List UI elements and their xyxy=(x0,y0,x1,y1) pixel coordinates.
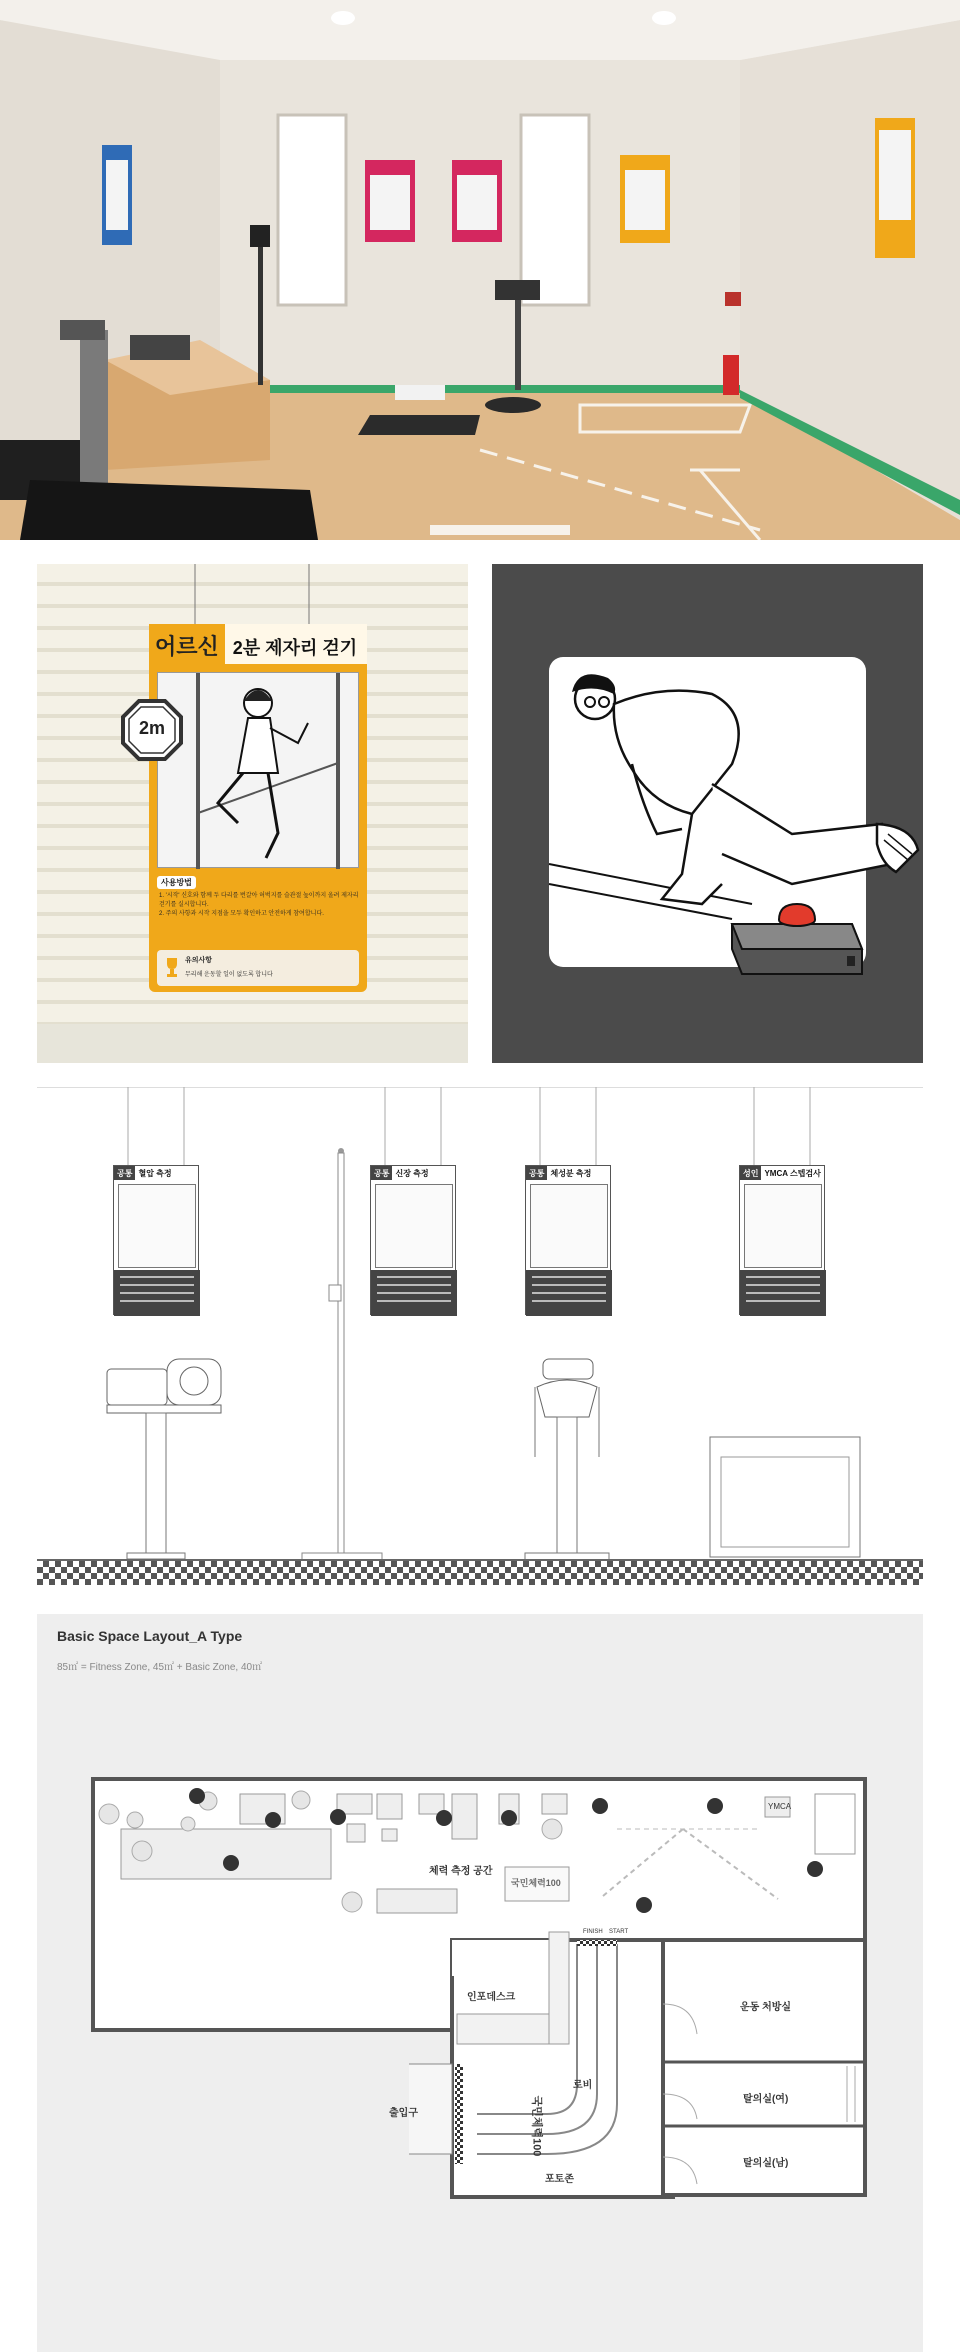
caution-text: 무리해 운동할 일이 없도록 합니다 xyxy=(185,972,273,978)
walking-illustration xyxy=(157,672,359,868)
usage-text xyxy=(159,892,359,919)
track-finish: FINISH xyxy=(583,1929,603,1935)
sign-blood-pressure xyxy=(113,1165,199,1315)
sign-category: 공통 xyxy=(526,1166,547,1180)
lobby-floor-logo: 국민체력100 xyxy=(530,2095,543,2157)
sign-footer xyxy=(114,1270,200,1316)
sign-ymca-step xyxy=(739,1165,825,1315)
distance-badge-label: 2m xyxy=(138,718,165,738)
trophy-icon xyxy=(165,958,179,978)
plan-title: Basic Space Layout_A Type xyxy=(57,1628,243,1644)
track-start: START xyxy=(609,1929,629,1935)
sign-title: 2분 제자리 걷기 xyxy=(225,624,367,664)
center-floor-logo: 국민체력100 xyxy=(511,1878,561,1888)
floor-plan xyxy=(37,1614,923,2352)
sign-title: YMCA 스텝검사 xyxy=(764,1169,821,1178)
sign-closeup-photo xyxy=(37,564,468,1063)
distance-badge xyxy=(121,699,183,761)
sign-category: 공통 xyxy=(114,1166,135,1180)
sign-footer xyxy=(371,1270,457,1316)
elderly-walking-sign xyxy=(149,624,367,992)
sign-category: 공통 xyxy=(371,1166,392,1180)
sign-illustration xyxy=(118,1184,196,1268)
sign-category: 성인 xyxy=(740,1166,761,1180)
room-photo xyxy=(0,0,960,540)
ymca-mark: YMCA xyxy=(768,1802,792,1811)
sign-title: 신장 측정 xyxy=(395,1169,429,1178)
sign-title: 체성분 측정 xyxy=(550,1169,592,1178)
equipment-elevation-drawing xyxy=(37,1087,923,1590)
sign-footer xyxy=(526,1270,612,1316)
usage-line-2: 2. 주의 사항과 시작 지점을 모두 확인하고 안전하게 참여합니다. xyxy=(159,911,324,917)
room-changing-female: 탈의실(여) xyxy=(743,2094,789,2105)
sign-illustration xyxy=(375,1184,453,1268)
room-photo-zone: 포토존 xyxy=(545,2174,574,2185)
room-info-desk: 인포데스크 xyxy=(467,1992,516,2003)
caution-title: 유의사항 xyxy=(185,957,213,964)
room-measure: 체력 측정 공간 xyxy=(429,1866,493,1877)
room-entrance: 출입구 xyxy=(389,2108,418,2119)
sign-title: 혈압 측정 xyxy=(138,1169,172,1178)
reaction-test-illustration xyxy=(492,564,923,1063)
sign-footer xyxy=(740,1270,826,1316)
caution-box xyxy=(157,950,359,986)
usage-line-1: 1. '시작' 신호와 함께 두 다리를 번갈아 허벅지를 슬관절 높이까지 올려 제자리 걷기를 실시합니다. xyxy=(159,893,359,908)
room-changing-male: 탈의실(남) xyxy=(743,2158,789,2169)
sign-illustration xyxy=(530,1184,608,1268)
sign-category: 어르신 xyxy=(149,624,225,664)
room-lobby: 로비 xyxy=(573,2080,593,2091)
sign-illustration xyxy=(744,1184,822,1268)
sign-height xyxy=(370,1165,456,1315)
plan-subtitle: 85㎡ = Fitness Zone, 45㎡ + Basic Zone, 40㎡ xyxy=(57,1662,263,1673)
sign-body-composition xyxy=(525,1165,611,1315)
usage-label: 사용방법 xyxy=(157,876,196,889)
room-exercise: 운동 처방실 xyxy=(740,2002,792,2013)
